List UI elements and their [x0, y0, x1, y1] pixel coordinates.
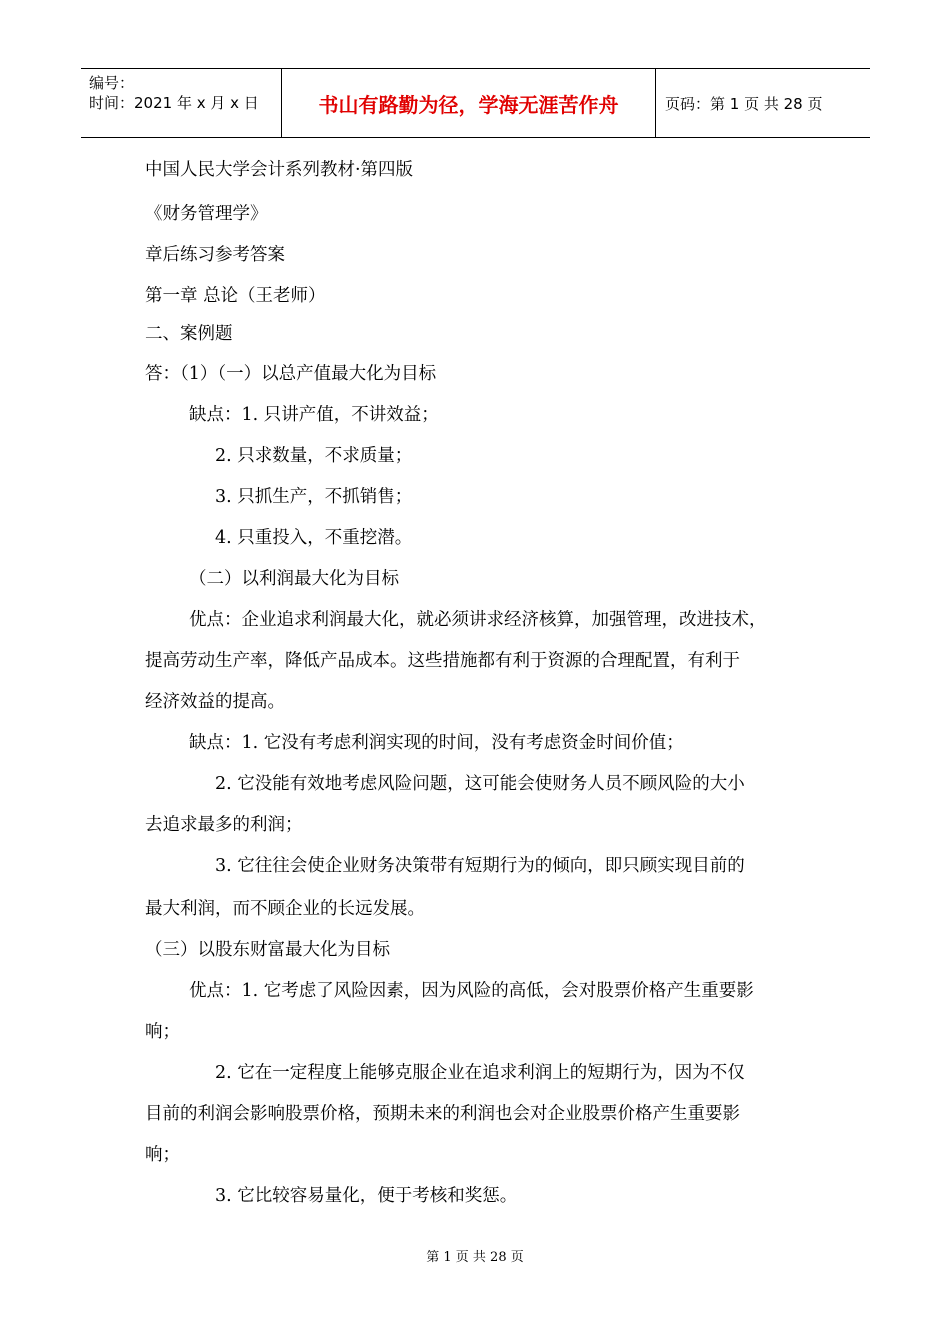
paragraph-line: 3. 只抓生产，不抓销售；: [215, 487, 413, 507]
paragraph-line: 4. 只重投入，不重挖潜。: [215, 528, 413, 548]
paragraph-line: 答：（1）（一）以总产值最大化为目标: [145, 364, 437, 384]
document-date: 时间：2021 年 x 月 x 日: [89, 94, 259, 112]
chapter-heading: 第一章 总论（王老师）: [145, 286, 326, 306]
doc-book-title: 《财务管理学》: [145, 204, 268, 224]
paragraph-line: 目前的利润会影响股票价格，预期未来的利润也会对企业股票价格产生重要影: [145, 1104, 740, 1124]
paragraph-line: 3. 它比较容易量化，便于考核和奖惩。: [215, 1186, 518, 1206]
paragraph-line: 2. 它在一定程度上能够克服企业在追求利润上的短期行为，因为不仅: [215, 1063, 745, 1083]
paragraph-line: 响；: [145, 1145, 180, 1165]
section-heading: 二、案例题: [145, 324, 233, 344]
header-motto: 书山有路勤为径，学海无涯苦作舟: [318, 92, 619, 117]
paragraph-line: 缺点：1. 只讲产值，不讲效益；: [189, 405, 439, 425]
paragraph-line: 优点：1. 它考虑了风险因素，因为风险的高低，会对股票价格产生重要影: [189, 981, 754, 1001]
page-footer: 第 1 页 共 28 页: [426, 1250, 524, 1265]
header-page-info: 页码：第 1 页 共 28 页: [665, 94, 823, 113]
document-number-label: 编号：: [89, 74, 135, 92]
page-header: [81, 68, 870, 138]
header-meta: [89, 73, 259, 113]
paragraph-line: 提高劳动生产率，降低产品成本。这些措施都有利于资源的合理配置，有利于: [145, 651, 740, 671]
doc-title-series: 中国人民大学会计系列教材·第四版: [145, 160, 414, 180]
paragraph-line: 响；: [145, 1022, 180, 1042]
header-divider: [655, 69, 656, 137]
paragraph-line: 最大利润，而不顾企业的长远发展。: [145, 899, 425, 919]
paragraph-line: 去追求最多的利润；: [145, 815, 303, 835]
doc-subtitle: 章后练习参考答案: [145, 245, 285, 265]
paragraph-line: 经济效益的提高。: [145, 692, 285, 712]
paragraph-line: 优点：企业追求利润最大化，就必须讲求经济核算，加强管理，改进技术，: [189, 610, 767, 630]
paragraph-line: （二）以利润最大化为目标: [189, 569, 399, 589]
paragraph-line: 2. 它没能有效地考虑风险问题，这可能会使财务人员不顾风险的大小: [215, 774, 745, 794]
paragraph-line: 2. 只求数量，不求质量；: [215, 446, 413, 466]
paragraph-line: 缺点：1. 它没有考虑利润实现的时间，没有考虑资金时间价值；: [189, 733, 684, 753]
paragraph-line: 3. 它往往会使企业财务决策带有短期行为的倾向，即只顾实现目前的: [215, 856, 745, 876]
paragraph-line: （三）以股东财富最大化为目标: [145, 940, 390, 960]
